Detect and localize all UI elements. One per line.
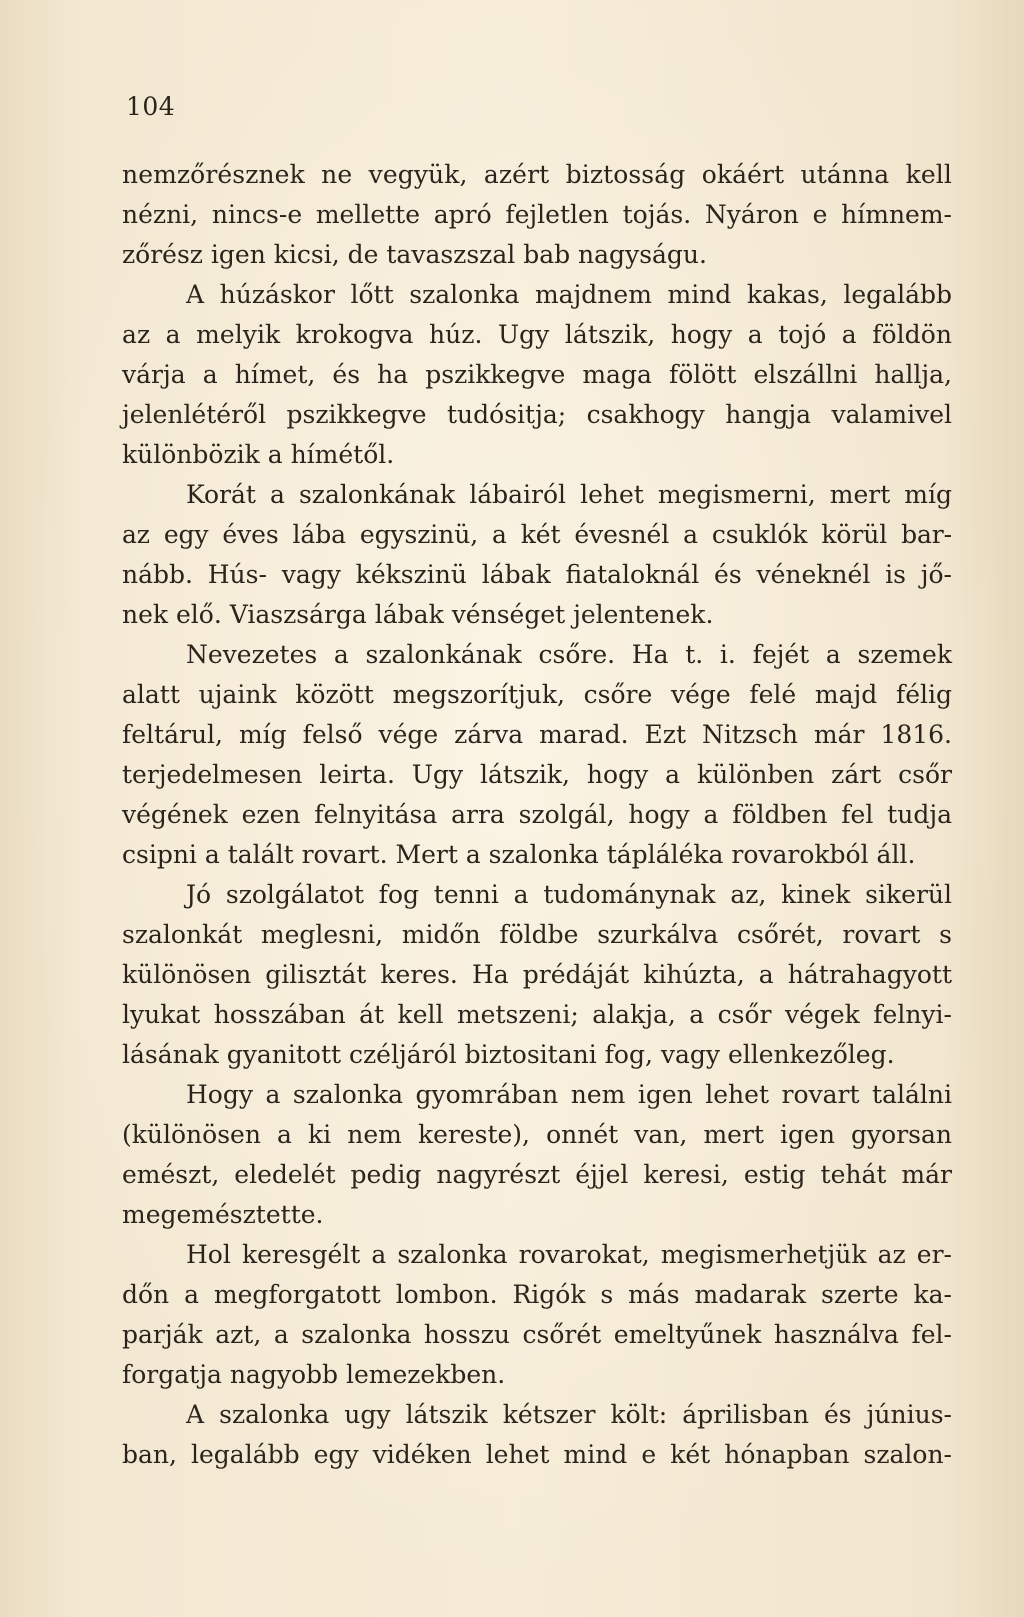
text-line: Nevezetes a szalonkának csőre. Ha t. i. fejét a szemek xyxy=(186,640,952,669)
text-line: dőn a megforgatott lombon. Rigók s más madarak szerte ka- xyxy=(122,1280,952,1309)
text-line: nább. Hús- vagy kékszinü lábak fiataloknál és véneknél is jő- xyxy=(122,560,952,589)
text-line: várja a hímet, és ha pszikkegve maga fölött elszállni hallja, xyxy=(122,360,952,389)
text-line: A húzáskor lőtt szalonka majdnem mind kakas, legalább xyxy=(186,280,952,309)
text-line: Jó szolgálatot fog tenni a tudománynak az, kinek sikerül xyxy=(186,880,952,909)
text-line: Korát a szalonkának lábairól lehet megismerni, mert míg xyxy=(186,480,952,509)
page-number: 104 xyxy=(126,92,176,121)
text-line: csipni a talált rovart. Mert a szalonka tápláléka rovarokból áll. xyxy=(122,840,916,869)
text-line: nemzőrésznek ne vegyük, azért biztosság okáért utánna kell xyxy=(122,160,952,189)
text-line: alatt ujaink között megszorítjuk, csőre vége felé majd félig xyxy=(122,680,952,709)
text-line: jelenlétéről pszikkegve tudósitja; csakhogy hangja valamivel xyxy=(122,400,952,429)
text-line: ban, legalább egy vidéken lehet mind e két hónapban szalon- xyxy=(122,1440,952,1469)
text-line: nek elő. Viaszsárga lábak vénséget jelentenek. xyxy=(122,600,714,629)
text-line: A szalonka ugy látszik kétszer költ: áprilisban és június- xyxy=(186,1400,952,1429)
text-line: szalonkát meglesni, midőn földbe szurkálva csőrét, rovart s xyxy=(122,920,952,949)
text-line: forgatja nagyobb lemezekben. xyxy=(122,1360,506,1389)
text-line: az egy éves lába egyszinü, a két évesnél a csuklók körül bar- xyxy=(122,520,952,549)
text-line: emészt, eledelét pedig nagyrészt éjjel keresi, estig tehát már xyxy=(122,1160,952,1189)
text-line: lásának gyanitott czéljáról biztositani fog, vagy ellenkezőleg. xyxy=(122,1040,895,1069)
text-line: különösen gilisztát keres. Ha prédáját kihúzta, a hátrahagyott xyxy=(122,960,952,989)
text-line: Hogy a szalonka gyomrában nem igen lehet rovart találni xyxy=(186,1080,952,1109)
text-line: különbözik a hímétől. xyxy=(122,440,395,469)
text-line: végének ezen felnyitása arra szolgál, hogy a földben fel tudja xyxy=(122,800,952,829)
text-line: az a melyik krokogva húz. Ugy látszik, hogy a tojó a földön xyxy=(122,320,952,349)
text-line: Hol keresgélt a szalonka rovarokat, megismerhetjük az er- xyxy=(186,1240,952,1269)
text-line: terjedelmesen leirta. Ugy látszik, hogy a különben zárt csőr xyxy=(122,760,952,789)
body-text xyxy=(122,155,952,1475)
text-line: (különösen a ki nem kereste), onnét van, mert igen gyorsan xyxy=(122,1120,952,1149)
text-line: megemésztette. xyxy=(122,1200,324,1229)
text-line: lyukat hosszában át kell metszeni; alakja, a csőr végek felnyi- xyxy=(122,1000,952,1029)
text-line: zőrész igen kicsi, de tavaszszal bab nagyságu. xyxy=(122,240,707,269)
text-line: nézni, nincs-e mellette apró fejletlen tojás. Nyáron e hímnem- xyxy=(122,200,952,229)
text-line: parják azt, a szalonka hosszu csőrét emeltyűnek használva fel- xyxy=(122,1320,952,1349)
text-line: feltárul, míg felső vége zárva marad. Ezt Nitzsch már 1816. xyxy=(122,720,952,749)
